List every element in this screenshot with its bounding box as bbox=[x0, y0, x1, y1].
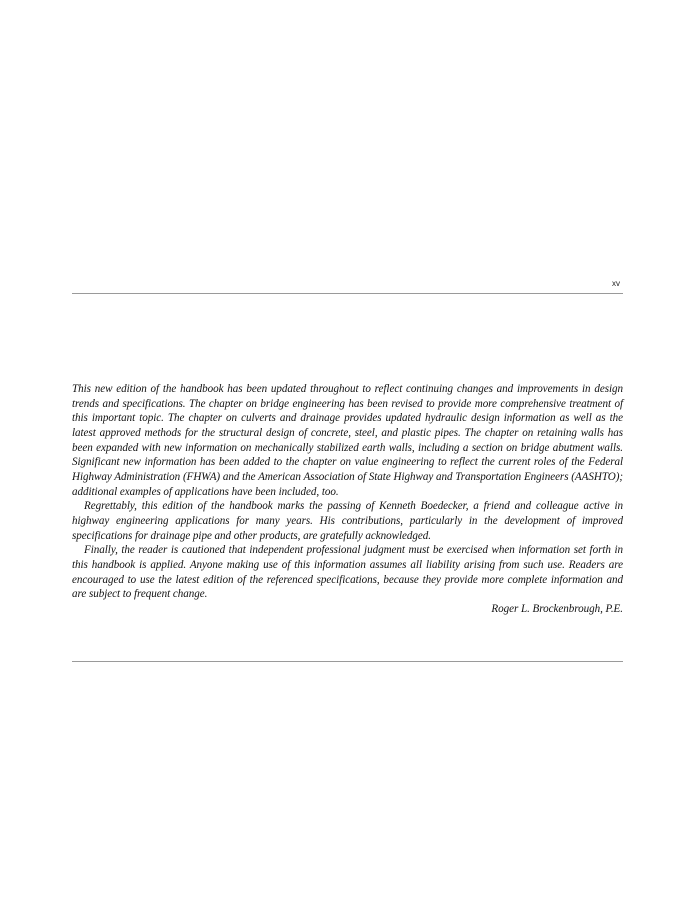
page-number: xv bbox=[612, 279, 620, 288]
top-divider bbox=[72, 293, 623, 294]
bottom-divider bbox=[72, 661, 623, 662]
preface-paragraph-1: This new edition of the handbook has been updated throughout to reflect continuing changes and improvements in design trends and specifications. The chapter on bridge engineering has been revised to provide more comprehensive treatment of this important topic. The chapter on culverts and drainage provides updated hydraulic design information as well as the latest approved methods for the structural design of concrete, steel, and plastic pipes. The chapter on retaining walls has been expanded with new information on mechanically stabilized earth walls, including a section on bridge abutment walls. Significant new information has been added to the chapter on value engineering to reflect the current roles of the Federal Highway Administration (FHWA) and the American Association of State Highway and Transportation Engineers (AASHTO); additional examples of applications have been included, too. bbox=[72, 383, 623, 498]
preface-body bbox=[72, 382, 623, 617]
author-signature: Roger L. Brockenbrough, P.E. bbox=[491, 602, 623, 615]
preface-paragraph-3: Finally, the reader is cautioned that independent professional judgment must be exercised when information set forth in this handbook is applied. Anyone making use of this information assumes all liability arising from such use. Readers are encouraged to use the latest edition of the referenced specifications, because they provide more complete information and are subject to frequent change. bbox=[72, 544, 623, 601]
preface-paragraph-2: Regrettably, this edition of the handbook marks the passing of Kenneth Boedecker, a friend and colleague active in highway engineering applications for many years. His contributions, particularly in the development of improved specifications for drainage pipe and other products, are gratefully acknowledged. bbox=[72, 500, 623, 542]
